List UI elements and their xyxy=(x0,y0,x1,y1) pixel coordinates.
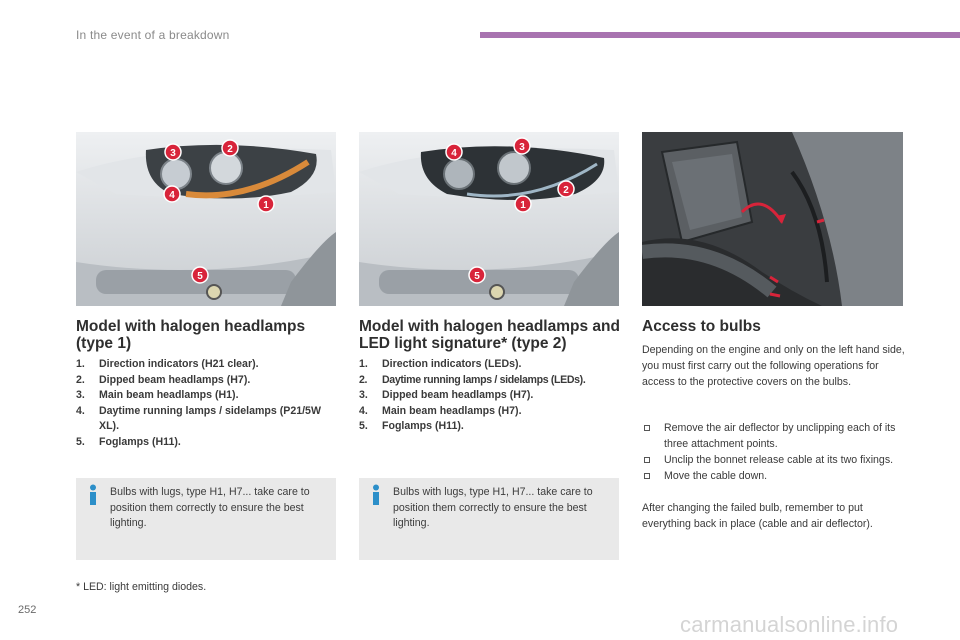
access-after: After changing the failed bulb, remember to put everything back in place (cable and air deflector). xyxy=(642,502,873,530)
info-box-type2 xyxy=(359,478,619,560)
list-item: 4. Daytime running lamps / sidelamps (P21/5W XL). xyxy=(76,404,321,432)
callout-1: 1 xyxy=(263,200,269,211)
info-text: Bulbs with lugs, type H1, H7... take care to position them correctly to ensure the best lighting. xyxy=(110,486,310,529)
chapter-title: In the event of a breakdown xyxy=(76,28,230,42)
callout-2: 2 xyxy=(227,144,233,155)
info-box-type1 xyxy=(76,478,336,560)
section-heading-type1: Model with halogen headlamps (type 1) xyxy=(76,318,306,352)
section-heading-type2: Model with halogen headlamps and LED light signature* (type 2) xyxy=(359,318,620,352)
info-text: Bulbs with lugs, type H1, H7... take care to position them correctly to ensure the best lighting. xyxy=(393,486,593,529)
watermark: carmanualsonline.info xyxy=(680,612,899,637)
info-icon xyxy=(86,484,100,506)
access-intro: Depending on the engine and only on the left hand side, you must first carry out the following operations for access to the protective covers on the bulbs. xyxy=(642,344,905,388)
callout-5: 5 xyxy=(474,271,480,282)
checkbox-icon xyxy=(644,425,650,431)
checkbox-icon xyxy=(644,473,650,479)
callout-4: 4 xyxy=(451,148,457,159)
list-item: 5. Foglamps (H11). xyxy=(76,435,181,448)
bulb-list-type1 xyxy=(76,357,341,450)
page-number: 252 xyxy=(18,604,37,616)
list-item: 2. Dipped beam headlamps (H7). xyxy=(76,373,251,386)
callout-1: 1 xyxy=(520,200,526,211)
access-steps xyxy=(642,420,907,484)
list-item: 3. Main beam headlamps (H1). xyxy=(76,389,239,401)
engine-bay-image xyxy=(642,132,903,306)
step-item: Remove the air deflector by unclipping each of its three attachment points. xyxy=(642,420,907,452)
callout-2: 2 xyxy=(563,185,569,196)
bulb-list-type2 xyxy=(359,357,634,435)
callout-3: 3 xyxy=(519,142,525,153)
headlamp-type2-image xyxy=(359,132,619,306)
callout-3: 3 xyxy=(170,148,176,159)
list-item: 4. Main beam headlamps (H7). xyxy=(359,404,522,417)
info-icon xyxy=(369,484,383,506)
callout-4: 4 xyxy=(169,190,175,201)
checkbox-icon xyxy=(644,457,650,463)
section-heading-access: Access to bulbs xyxy=(642,318,761,335)
list-item: 1. Direction indicators (H21 clear). xyxy=(76,358,259,370)
list-item: 5. Foglamps (H11). xyxy=(359,420,464,432)
headlamp-type1-image xyxy=(76,132,336,306)
list-item: 1. Direction indicators (LEDs). xyxy=(359,358,522,370)
list-item: 2. Daytime running lamps / sidelamps (LEDs). xyxy=(359,373,586,386)
step-item: Move the cable down. xyxy=(642,468,907,484)
callout-5: 5 xyxy=(197,271,203,282)
list-item: 3. Dipped beam headlamps (H7). xyxy=(359,389,534,401)
footnote: * LED: light emitting diodes. xyxy=(76,581,207,593)
chapter-accent-bar xyxy=(480,32,960,38)
step-item: Unclip the bonnet release cable at its two fixings. xyxy=(642,452,907,468)
